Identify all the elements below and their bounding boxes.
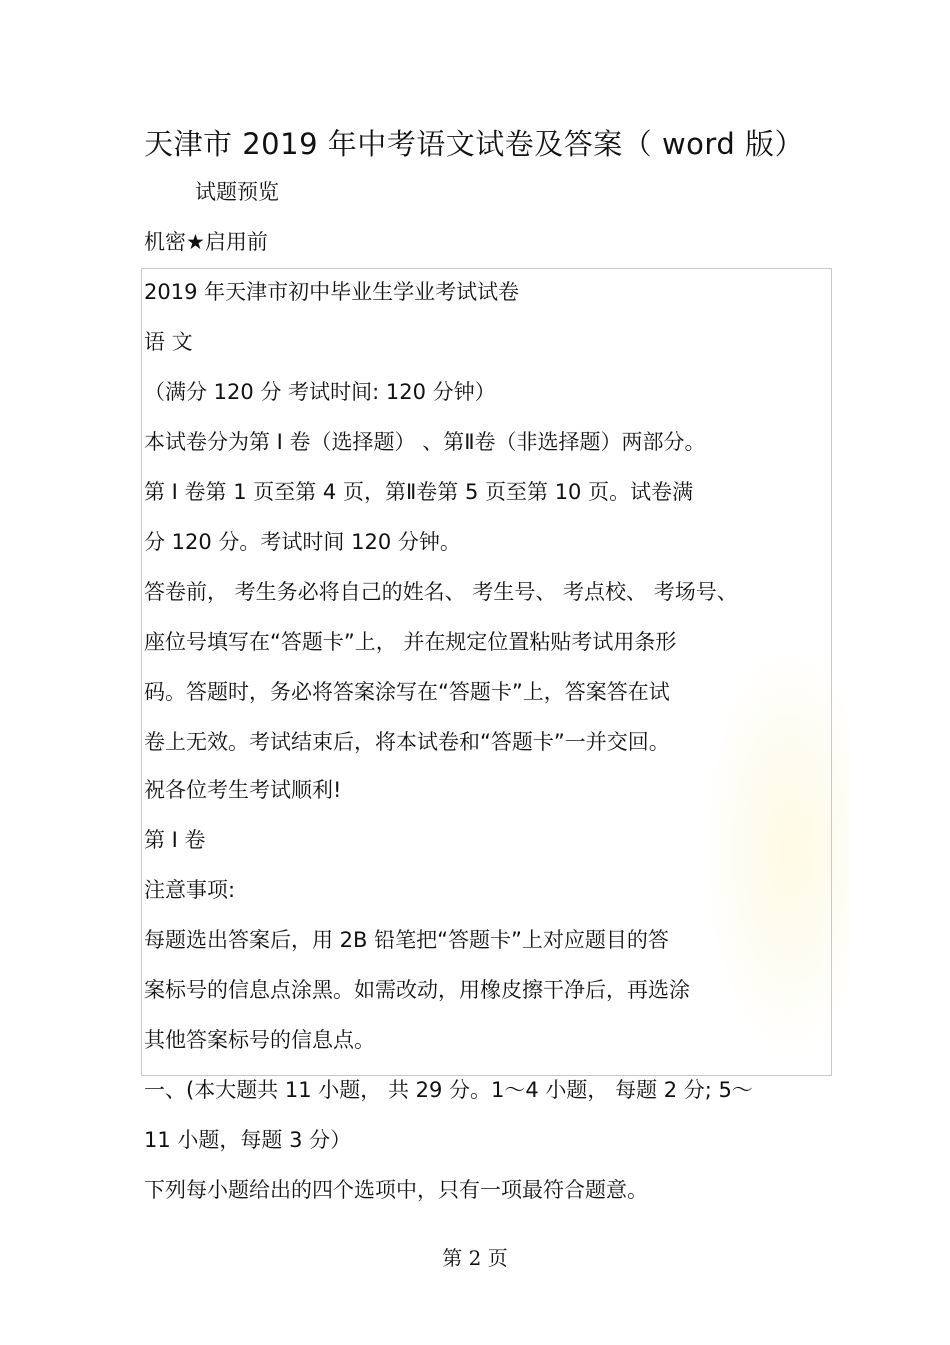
section-one-heading: 一、(本大题共 11 小题， 共 29 分。1～4 小题， 每题 2 分; 5～ <box>144 1078 753 1102</box>
preview-label: 试题预览 <box>195 180 279 204</box>
instruction-line: 本试卷分为第 I 卷（选择题） 、第Ⅱ卷（非选择题）两部分。 <box>144 430 706 454</box>
instruction-line: 座位号填写在“答题卡”上， 并在规定位置粘贴考试用条形 <box>144 630 677 654</box>
instruction-line: 答卷前， 考生务必将自己的姓名、 考生号、 考点校、 考场号、 <box>144 580 738 604</box>
confidential-notice: 机密★启用前 <box>144 230 268 254</box>
exam-heading: 2019 年天津市初中毕业生学业考试试卷 <box>144 280 520 304</box>
instruction-line: 第 I 卷第 1 页至第 4 页，第Ⅱ卷第 5 页至第 10 页。试卷满 <box>144 480 694 504</box>
instruction-line: 卷上无效。考试结束后，将本试卷和“答题卡”一并交回。 <box>144 730 670 754</box>
question-instruction: 下列每小题给出的四个选项中，只有一项最符合题意。 <box>144 1178 648 1202</box>
section-one-heading-cont: 11 小题，每题 3 分） <box>144 1128 352 1152</box>
document-title: 天津市 2019 年中考语文试卷及答案（ word 版） <box>144 127 804 161</box>
notes-line: 案标号的信息点涂黑。如需改动，用橡皮擦干净后，再选涂 <box>144 978 690 1002</box>
part-one-heading: 第 I 卷 <box>144 828 206 852</box>
score-time-info: （满分 120 分 考试时间: 120 分钟） <box>144 380 496 404</box>
good-luck-line: 祝各位考生考试顺利! <box>144 778 342 802</box>
subject-label: 语 文 <box>144 330 193 354</box>
notes-line: 每题选出答案后，用 2B 铅笔把“答题卡”上对应题目的答 <box>144 928 669 952</box>
instruction-line: 码。答题时，务必将答案涂写在“答题卡”上，答案答在试 <box>144 680 670 704</box>
notes-line: 其他答案标号的信息点。 <box>144 1028 375 1052</box>
page-number: 第 2 页 <box>442 1246 508 1270</box>
instruction-line: 分 120 分。考试时间 120 分钟。 <box>144 530 461 554</box>
notes-title: 注意事项: <box>144 878 236 902</box>
